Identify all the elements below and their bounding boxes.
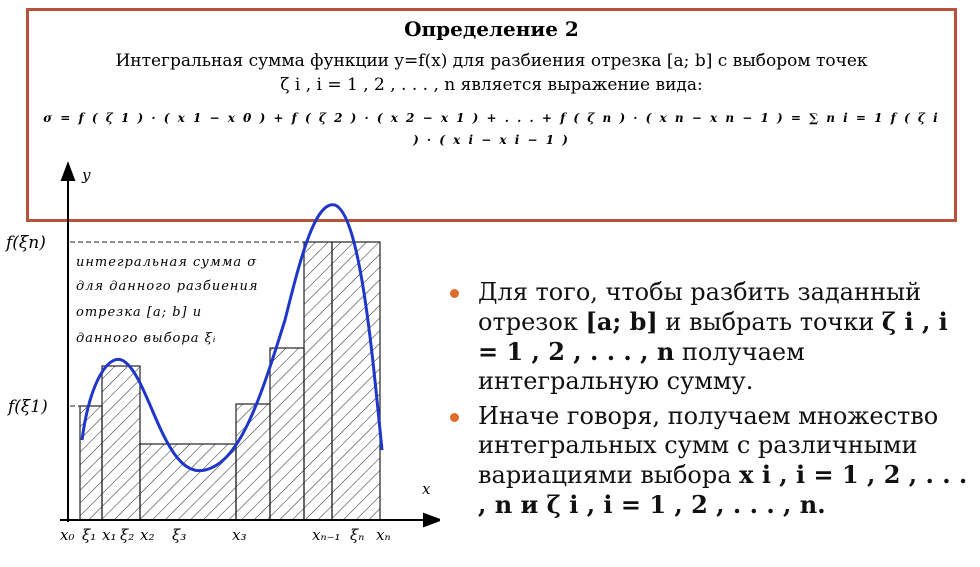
tick-xi3: ξ₃ [172, 526, 187, 544]
rect-6 [304, 242, 332, 520]
bullet-item-2: Иначе говоря, получаем множество интегральных сумм с различными вариациями выбора x i , i = 1 , 2 , . . . , n и ζ i , i = 1 , 2 , . . . , n. [448, 402, 973, 520]
y-axis-label: y [82, 166, 91, 184]
rect-3 [140, 444, 236, 520]
tick-xin: ξₙ [350, 526, 365, 544]
rect-4 [236, 404, 270, 520]
definition-line-2: ζ i , i = 1 , 2 , . . . , n является выражение вида: [280, 75, 703, 95]
f-xi-n-label: f(ξn) [6, 233, 46, 253]
bullet-item-1: Для того, чтобы разбить заданный отрезок [a; b] и выбрать точки ζ i , i = 1 , 2 , . . . , n получаем интегральную сумму. [448, 278, 973, 396]
definition-title: Определение 2 [404, 17, 579, 41]
rect-5 [270, 348, 304, 520]
annotation-line-1: интегральная сумма σ [76, 255, 258, 270]
bullet-dot-icon [450, 289, 459, 298]
x-axis-label: x [422, 480, 431, 498]
tick-x1: x₁ [102, 526, 117, 544]
sum-annotation [76, 255, 258, 346]
tick-x0: x₀ [60, 526, 75, 544]
definition-line-1: Интегральная сумма функции y=f(x) для разбиения отрезка [a; b] с выбором точек [115, 51, 868, 71]
bullet-dot-icon [450, 413, 459, 422]
annotation-line-2: для данного разбиения [76, 279, 259, 294]
f-xi-1-label: f(ξ1) [8, 397, 48, 417]
rect-7 [332, 242, 380, 520]
y-axis-arrow [62, 164, 74, 180]
tick-xn: xₙ [376, 526, 391, 544]
tick-x2: x₂ [140, 526, 155, 544]
definition-formula: σ = f ( ζ 1 ) · ( x 1 − x 0 ) + f ( ζ 2 ) · ( x 2 − x 1 ) + . . . + f ( ζ n ) · ( x n − x n − 1 ) = ∑ n i = 1 f ( ζ i ) · ( x i − x i − 1 ) [43, 111, 940, 147]
tick-xn-1: xₙ₋₁ [312, 526, 341, 544]
annotation-line-3: отрезка [a; b] и [76, 305, 203, 320]
x-tick-labels [60, 526, 391, 544]
bullet-list [448, 278, 973, 526]
riemann-sum-figure [0, 150, 440, 567]
tick-xi2: ξ₂ [120, 526, 135, 544]
rect-2 [102, 366, 140, 520]
x-axis-arrow [424, 514, 440, 526]
tick-x3: x₃ [232, 526, 247, 544]
annotation-line-4: данного выбора ξᵢ [76, 331, 217, 346]
tick-xi1: ξ₁ [82, 526, 97, 544]
